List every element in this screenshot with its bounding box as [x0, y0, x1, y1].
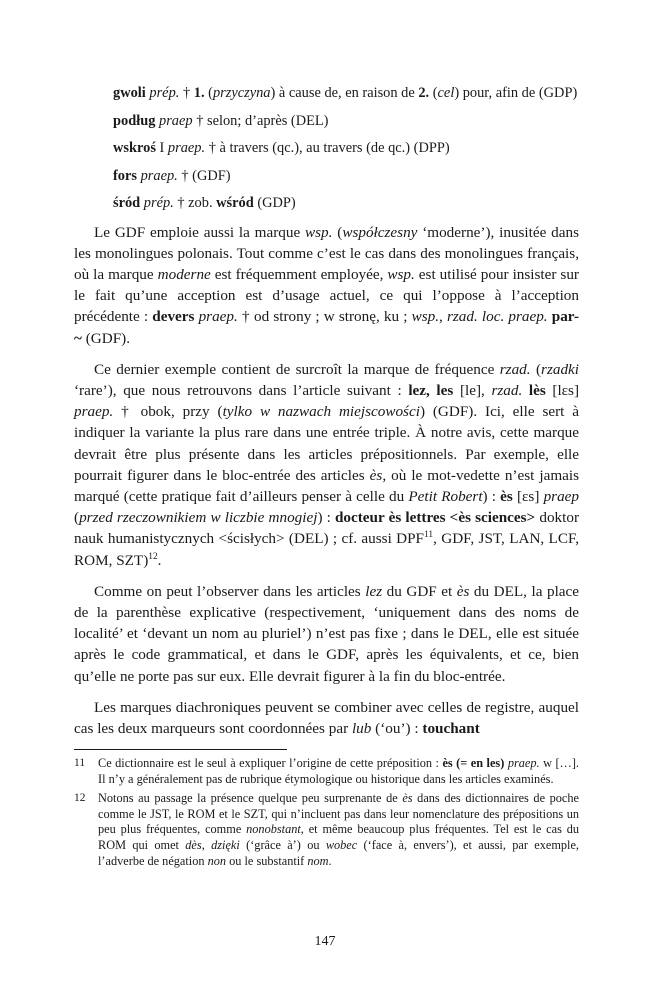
- footnote-ref-11[interactable]: 11: [424, 530, 434, 541]
- paragraph-4: Les marques diachroniques peuvent se combiner avec celles de registre, auquel cas les deux marqueurs sont coordonnées par lub (‘ou’) : touchant: [74, 698, 579, 737]
- footnote-11: [74, 756, 579, 788]
- page-number: 147: [314, 934, 336, 949]
- headword: wskroś: [113, 140, 156, 156]
- footnote-ref-12[interactable]: 12: [148, 551, 158, 562]
- footnote-number: 11: [74, 757, 86, 770]
- headword: śród: [113, 195, 141, 211]
- page-body: [74, 84, 579, 873]
- headword: podług: [113, 112, 156, 129]
- footnote-text: Ce dictionnaire est le seul à expliquer l’origine de cette préposition : ès (= en les) praep. w […]. Il n’y a généralement pas de rubrique étymologique ou historique dans les articles examinés.: [98, 756, 580, 786]
- paragraph-3: Comme on peut l’observer dans les articles lez du GDF et ès du DEL, la place de la parenthèse explicative (respectivement, ‘uniquement dans des noms de localité’ et ‘devant un nom au pluriel’) n’est pas fixe ; dans le DEL, elle est située après le code grammatical, et dans le GDF, après les équivalents, et ce, bien qu’elle ne porte pas sur eux. Elle devrait figurer à la fin du bloc-entrée.: [74, 582, 580, 685]
- footnote-divider: [74, 749, 287, 750]
- entry-fors: fors praep. † (GDF): [113, 167, 231, 184]
- entry-srod: śród prép. † zob. wśród (GDP): [113, 195, 296, 211]
- paragraph-1: Le GDF emploie aussi la marque wsp. (współczesny ‘moderne’), inusitée dans les monolingues polonais. Tout comme c’est le cas dans des monolingues français, où la marque moderne est fréquemment employée, wsp. est utilisé pour insister sur le fait qu’une acception est d’usage actuel, ce qui l’oppose à l’acception précédente : devers praep. † od strony ; w stronę, ku ; wsp., rzad. loc. praep. par-~ (GDF).: [74, 223, 580, 347]
- paragraph-2: Ce dernier exemple contient de surcroît la marque de fréquence rzad. (rzadki ‘rare’), que nous retrouvons dans l’article suivant : lez, les [le], rzad. lès [lɛs] praep. † obok, przy (tylko w nazwach miejscowości) (GDF). Ici, elle sert à indiquer la variante la plus rare dans une entrée triple. À notre avis, cette marque devrait être plus présente dans les articles prépositionnels. Par exemple, elle pourrait figurer dans le bloc-entrée des articles ès, où le mot-vedette n’est jamais marqué (cette pratique fait d’ailleurs penser à celle du Petit Robert) : ès [ɛs] praep (przed rzeczownikiem w liczbie mnogiej) : docteur ès lettres <ès sciences> doktor nauk humanistycznych <ścisłych> (DEL) ; cf. aussi DPF$^{11}$, GDF, JST, LAN, LCF, ROM, SZT)$^{12}$.: [74, 360, 580, 569]
- headword: fors: [113, 167, 137, 184]
- entry-wskros: wskroś I praep. † à travers (qc.), au travers (de qc.) (DPP): [113, 140, 450, 156]
- footnote-text: Notons au passage la présence quelque peu surprenante de ès dans des dictionnaires de poche comme le JST, le ROM et le SZT, qui n’incluent pas dans leur nomenclature des prépositions un peu plus fréquentes, comme nonobstant, et même beaucoup plus fréquentes. Tel est le cas du ROM qui omet dès, dzięki (‘grâce à’) ou wobec (‘face à, envers’), et aussi, par exemple, l’adverbe de négation non ou le substantif nom.: [98, 790, 579, 868]
- footnote-number: 12: [74, 791, 86, 804]
- headword: gwoli: [113, 85, 146, 101]
- footnote-12: [74, 791, 579, 870]
- entry-gwoli: gwoli prép. † 1. (przyczyna) à cause de, en raison de 2. (cel) pour, afin de (GDP): [113, 85, 578, 101]
- entry-podlug: podług praep † selon; d’après (DEL): [113, 112, 329, 129]
